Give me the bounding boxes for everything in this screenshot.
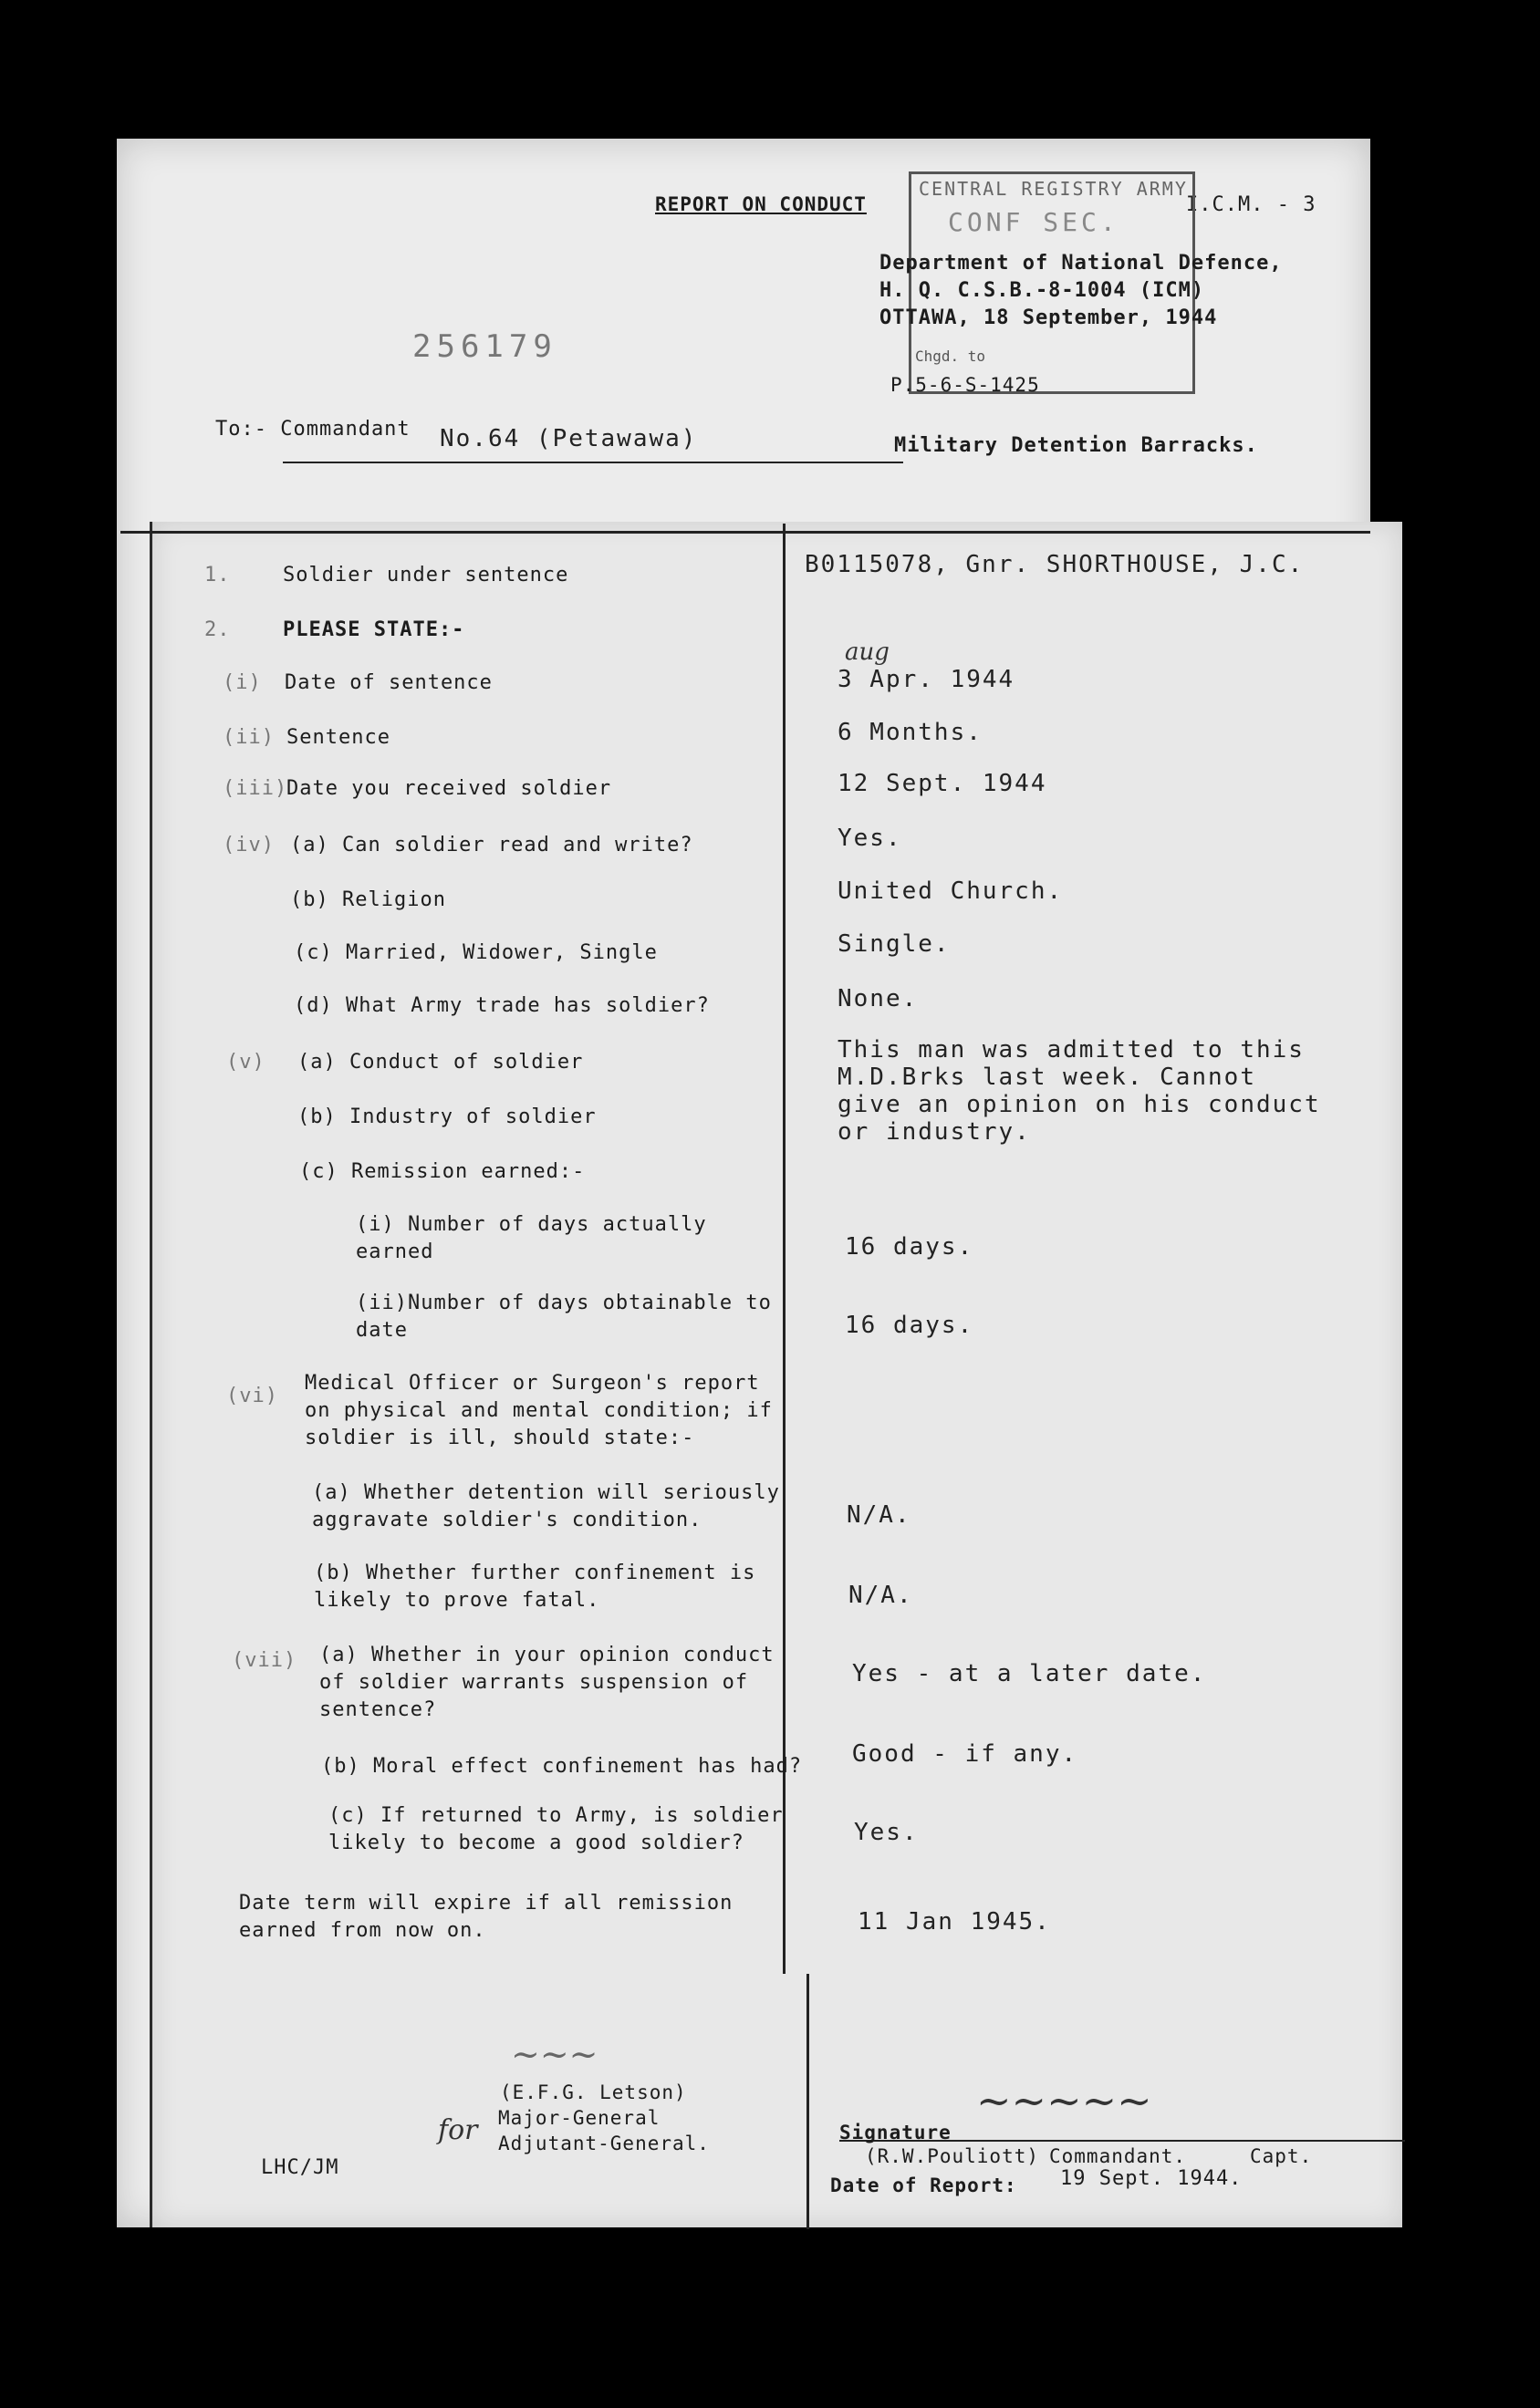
- qvii-b-label: (b) Moral effect confinement has had?: [321, 1755, 803, 1778]
- qvii-a-label: (a) Whether in your opinion conduct of soldier warrants suspension of sentence?: [319, 1644, 775, 1721]
- q2-number: 2.: [204, 618, 231, 641]
- qiii-answer: 12 Sept. 1944: [838, 770, 1047, 797]
- for-prefix: for: [438, 2114, 478, 2146]
- qviii-label: Date term will expire if all remission earned from now on.: [239, 1892, 734, 1942]
- signatory-title: Adjutant-General.: [498, 2133, 710, 2154]
- qiv-c-answer: Single.: [838, 930, 951, 958]
- qiii-number: (iii): [223, 777, 288, 800]
- signatory-rank: Major-General: [498, 2107, 661, 2129]
- qiv-d-answer: None.: [838, 985, 919, 1012]
- qv-c-ii-label: (ii)Number of days obtainable to date: [356, 1292, 772, 1342]
- address-underline: [283, 462, 903, 463]
- qv-number: (v): [226, 1051, 265, 1074]
- qi-number: (i): [223, 671, 262, 694]
- qiv-a-label: (a) Can soldier read and write?: [290, 834, 693, 856]
- signatory-name: (E.F.G. Letson): [500, 2081, 687, 2103]
- qvi-number: (vi): [226, 1385, 278, 1407]
- qiii-label: Date you received soldier: [286, 777, 612, 800]
- qvi-b-label: (b) Whether further confinement is likely to prove fatal.: [314, 1562, 756, 1612]
- qvi-a-answer: N/A.: [847, 1501, 911, 1529]
- q2-label: PLEASE STATE:-: [283, 618, 465, 641]
- qvii-c-answer: Yes.: [854, 1819, 919, 1846]
- qi-answer: 3 Apr. 1944: [838, 666, 1015, 693]
- qvii-number: (vii): [232, 1649, 297, 1672]
- qviii-answer: 11 Jan 1945.: [858, 1908, 1051, 1936]
- form-code: I.C.M. - 3: [1186, 193, 1316, 216]
- stamp-line-3: Chgd. to: [915, 348, 986, 365]
- report-title: REPORT ON CONDUCT: [655, 193, 867, 215]
- qii-number: (ii): [223, 726, 275, 749]
- to-commandant-label: To:- Commandant: [215, 418, 411, 441]
- qvi-a-label: (a) Whether detention will seriously aggravate soldier's condition.: [312, 1481, 780, 1531]
- qv-b-label: (b) Industry of soldier: [297, 1105, 597, 1128]
- date-of-report-value: 19 Sept. 1944.: [1060, 2167, 1243, 2190]
- qiv-number: (iv): [223, 834, 275, 856]
- q1-label: Soldier under sentence: [283, 564, 569, 586]
- file-number: P.5-6-S-1425: [890, 374, 1040, 396]
- qiv-d-label: (d) What Army trade has soldier?: [294, 994, 710, 1017]
- q1-number: 1.: [204, 564, 231, 586]
- qvii-c-label: (c) If returned to Army, is soldier likely to become a good soldier?: [328, 1804, 784, 1854]
- registration-number: 256179: [412, 328, 557, 365]
- date-of-report-label: Date of Report:: [830, 2174, 1017, 2196]
- qiv-a-answer: Yes.: [838, 825, 902, 852]
- qii-label: Sentence: [286, 726, 390, 749]
- qi-handwritten-correction: aug: [845, 638, 890, 666]
- qvii-a-answer: Yes - at a later date.: [852, 1660, 1207, 1687]
- form-top-rule: [120, 531, 1370, 534]
- qvi-b-answer: N/A.: [848, 1582, 913, 1609]
- qi-label: Date of sentence: [285, 671, 493, 694]
- q1-answer: B0115078, Gnr. SHORTHOUSE, J.C.: [805, 551, 1305, 578]
- letson-signature: ~~~: [511, 2034, 598, 2074]
- qv-c-i-answer: 16 days.: [845, 1233, 974, 1261]
- commandant-title: Commandant.: [1049, 2145, 1187, 2167]
- place-date: OTTAWA, 18 September, 1944: [879, 306, 1218, 329]
- qv-c-ii-answer: 16 days.: [845, 1312, 974, 1339]
- qii-answer: 6 Months.: [838, 719, 983, 746]
- commandant-rank: Capt.: [1250, 2145, 1313, 2167]
- qvii-b-answer: Good - if any.: [852, 1740, 1078, 1768]
- commandant-name: (R.W.Pouliott): [865, 2145, 1040, 2167]
- qiv-b-answer: United Church.: [838, 877, 1064, 905]
- stamp-line-2: CONF SEC.: [948, 207, 1119, 237]
- hq-reference: H. Q. C.S.B.-8-1004 (ICM): [879, 279, 1205, 302]
- typist-initials: LHC/JM: [261, 2156, 339, 2179]
- facility-name: Military Detention Barracks.: [894, 434, 1258, 457]
- qv-a-label: (a) Conduct of soldier: [297, 1051, 584, 1074]
- stamp-line-1: CENTRAL REGISTRY ARMY: [919, 178, 1188, 200]
- commandant-signature: ~~~~~: [976, 2076, 1152, 2125]
- qiv-c-label: (c) Married, Widower, Single: [294, 941, 658, 964]
- column-divider-lower: [806, 1974, 809, 2229]
- qiv-b-label: (b) Religion: [290, 888, 446, 911]
- qv-c-i-label: (i) Number of days actually earned: [356, 1213, 707, 1263]
- qv-c-label: (c) Remission earned:-: [299, 1160, 586, 1183]
- qvi-label: Medical Officer or Surgeon's report on physical and mental condition; if soldier is ill, should state:-: [305, 1372, 773, 1449]
- signature-label: Signature: [839, 2122, 952, 2143]
- detention-unit: No.64 (Petawawa): [440, 425, 698, 452]
- qv-answer: This man was admitted to this M.D.Brks last week. Cannot give an opinion on his conduct or industry.: [838, 1036, 1321, 1146]
- department-line: Department of National Defence,: [879, 252, 1283, 275]
